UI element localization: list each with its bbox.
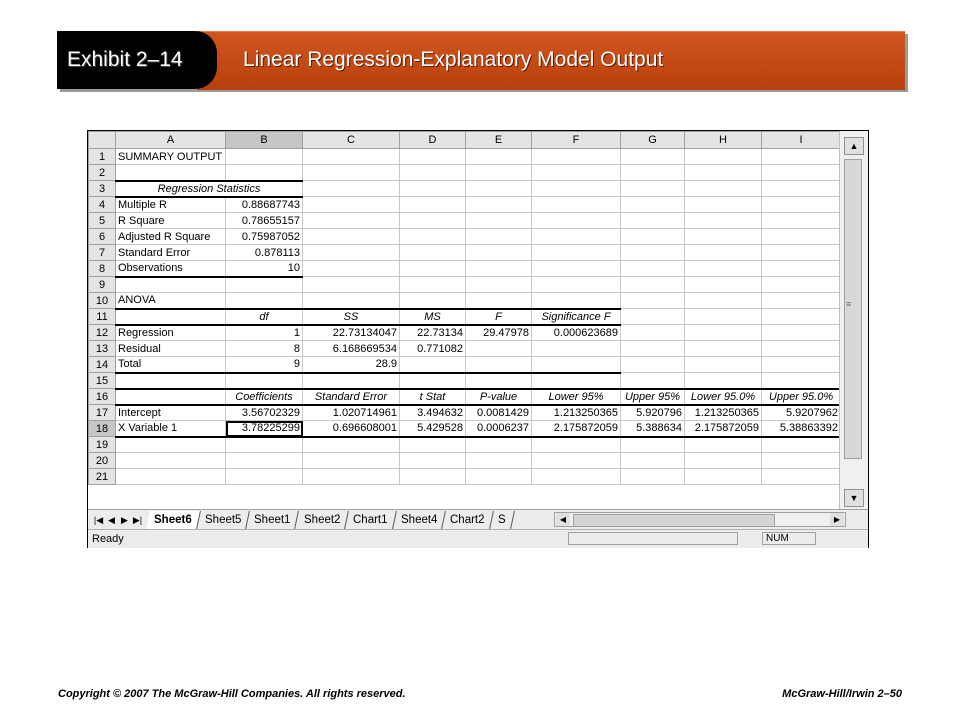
sheet-row — [89, 469, 841, 485]
sheet-row — [89, 341, 841, 357]
cell-g20[interactable] — [621, 453, 685, 469]
scroll-down-icon[interactable]: ▼ — [844, 489, 864, 507]
cell-h4[interactable] — [685, 197, 762, 213]
cell-b20[interactable] — [226, 453, 303, 469]
column-header-f[interactable]: F — [532, 132, 621, 149]
sheet-row — [89, 213, 841, 229]
sheet-row — [89, 453, 841, 469]
cell-i16[interactable]: Upper 95.0% — [762, 389, 841, 405]
cell-e9[interactable] — [466, 277, 532, 293]
cell-e7[interactable] — [466, 245, 532, 261]
tab-navigation — [92, 515, 144, 526]
cell-i20[interactable] — [762, 453, 841, 469]
cell-h3[interactable] — [685, 181, 762, 197]
cell-g1[interactable] — [621, 149, 685, 165]
exhibit-label: Exhibit 2–14 — [57, 31, 217, 89]
copyright-text: Copyright © 2007 The McGraw-Hill Companies. All rights reserved. — [58, 688, 406, 700]
cell-h6[interactable] — [685, 229, 762, 245]
sheet-row — [89, 165, 841, 181]
row-header[interactable]: 13 — [89, 341, 116, 357]
cell-e15[interactable] — [466, 373, 532, 389]
cell-c21[interactable] — [303, 469, 400, 485]
cell-a4[interactable]: Multiple R — [116, 197, 226, 213]
select-all-corner[interactable] — [89, 132, 116, 149]
cell-c10[interactable] — [303, 293, 400, 309]
row-header[interactable]: 5 — [89, 213, 116, 229]
row-header[interactable]: 4 — [89, 197, 116, 213]
spreadsheet-window — [87, 130, 869, 548]
cell-g5[interactable] — [621, 213, 685, 229]
cell-f18[interactable]: 2.175872059 — [532, 421, 621, 437]
cell-h5[interactable] — [685, 213, 762, 229]
tab-chart1[interactable] — [345, 511, 396, 529]
cell-d18[interactable]: 5.429528 — [400, 421, 466, 437]
cell-c6[interactable] — [303, 229, 400, 245]
cell-h2[interactable] — [685, 165, 762, 181]
sheet-tabs — [148, 511, 512, 529]
cell-c9[interactable] — [303, 277, 400, 293]
cell-h7[interactable] — [685, 245, 762, 261]
cell-c8[interactable] — [303, 261, 400, 277]
row-header[interactable]: 14 — [89, 357, 116, 373]
cell-f21[interactable] — [532, 469, 621, 485]
row-header[interactable]: 9 — [89, 277, 116, 293]
cell-a11[interactable] — [116, 309, 226, 325]
cell-f17[interactable]: 1.213250365 — [532, 405, 621, 421]
cell-e2[interactable] — [466, 165, 532, 181]
cell-d8[interactable] — [400, 261, 466, 277]
cell-e3[interactable] — [466, 181, 532, 197]
cell-a1[interactable]: SUMMARY OUTPUT — [116, 149, 226, 165]
sheet-row — [89, 405, 841, 421]
cell-e14[interactable] — [466, 357, 532, 373]
cell-a10[interactable]: ANOVA — [116, 293, 226, 309]
cell-f16[interactable]: Lower 95% — [532, 389, 621, 405]
cell-a12[interactable]: Regression — [116, 325, 226, 341]
cell-g18[interactable]: 5.388634 — [621, 421, 685, 437]
cell-g16[interactable]: Upper 95% — [621, 389, 685, 405]
cell-a2[interactable] — [116, 165, 226, 181]
column-header-c[interactable]: C — [303, 132, 400, 149]
sheet-row — [89, 421, 841, 437]
cell-c4[interactable] — [303, 197, 400, 213]
cell-d4[interactable] — [400, 197, 466, 213]
cell-h12[interactable] — [685, 325, 762, 341]
cell-a6[interactable]: Adjusted R Square — [116, 229, 226, 245]
sheet-row — [89, 149, 841, 165]
cell-e17[interactable]: 0.0081429 — [466, 405, 532, 421]
tab-sheet5[interactable] — [197, 511, 250, 529]
cell-f11[interactable]: Significance F — [532, 309, 621, 325]
cell-g3[interactable] — [621, 181, 685, 197]
cell-a9[interactable] — [116, 277, 226, 293]
cell-h9[interactable] — [685, 277, 762, 293]
cell-i6[interactable] — [762, 229, 841, 245]
cell-a19[interactable] — [116, 437, 226, 453]
cell-b10[interactable] — [226, 293, 303, 309]
cell-b14[interactable]: 9 — [226, 357, 303, 373]
cell-h17[interactable]: 1.213250365 — [685, 405, 762, 421]
sheet-tab-bar — [88, 509, 868, 530]
sheet-row — [89, 389, 841, 405]
cell-a15[interactable] — [116, 373, 226, 389]
cell-i18[interactable]: 5.38863392 — [762, 421, 841, 437]
cell-a5[interactable]: R Square — [116, 213, 226, 229]
last-tab-icon[interactable]: ▶| — [132, 514, 143, 525]
cell-b16[interactable]: Coefficients — [226, 389, 303, 405]
sheet-row — [89, 293, 841, 309]
cell-d13[interactable]: 0.771082 — [400, 341, 466, 357]
cell-f3[interactable] — [532, 181, 621, 197]
cell-c18[interactable]: 0.696608001 — [303, 421, 400, 437]
row-header[interactable]: 2 — [89, 165, 116, 181]
cell-f5[interactable] — [532, 213, 621, 229]
cell-g10[interactable] — [621, 293, 685, 309]
cell-g8[interactable] — [621, 261, 685, 277]
row-header[interactable]: 15 — [89, 373, 116, 389]
cell-b8[interactable]: 10 — [226, 261, 303, 277]
cell-e6[interactable] — [466, 229, 532, 245]
cell-g4[interactable] — [621, 197, 685, 213]
tab-label: Sheet5 — [204, 514, 242, 526]
cell-g19[interactable] — [621, 437, 685, 453]
sheet-row — [89, 261, 841, 277]
cell-a14[interactable]: Total — [116, 357, 226, 373]
cell-c5[interactable] — [303, 213, 400, 229]
cell-f14[interactable] — [532, 357, 621, 373]
column-header-e[interactable]: E — [466, 132, 532, 149]
cell-i15[interactable] — [762, 373, 841, 389]
cell-b4[interactable]: 0.88687743 — [226, 197, 303, 213]
sheet-row — [89, 357, 841, 373]
cell-i14[interactable] — [762, 357, 841, 373]
cell-f2[interactable] — [532, 165, 621, 181]
row-header[interactable]: 6 — [89, 229, 116, 245]
cell-b13[interactable]: 8 — [226, 341, 303, 357]
sheet-row — [89, 197, 841, 213]
exhibit-banner — [57, 31, 905, 89]
cell-f19[interactable] — [532, 437, 621, 453]
cell-g12[interactable] — [621, 325, 685, 341]
cell-c12[interactable]: 22.73134047 — [303, 325, 400, 341]
row-header[interactable]: 18 — [89, 421, 116, 437]
sheet-row — [89, 325, 841, 341]
cell-f7[interactable] — [532, 245, 621, 261]
cell-e16[interactable]: P-value — [466, 389, 532, 405]
cell-i17[interactable]: 5.9207962 — [762, 405, 841, 421]
cell-e21[interactable] — [466, 469, 532, 485]
cell-g9[interactable] — [621, 277, 685, 293]
cell-b7[interactable]: 0.878113 — [226, 245, 303, 261]
sheet-row — [89, 245, 841, 261]
cell-i21[interactable] — [762, 469, 841, 485]
cell-f15[interactable] — [532, 373, 621, 389]
column-header-i[interactable]: I — [762, 132, 841, 149]
cell-a21[interactable] — [116, 469, 226, 485]
cell-h15[interactable] — [685, 373, 762, 389]
sheet-row — [89, 437, 841, 453]
cell-h10[interactable] — [685, 293, 762, 309]
cell-i5[interactable] — [762, 213, 841, 229]
sheet-row — [89, 309, 841, 325]
tab-sheet4[interactable] — [393, 511, 446, 529]
cell-d15[interactable] — [400, 373, 466, 389]
cell-f6[interactable] — [532, 229, 621, 245]
cell-g6[interactable] — [621, 229, 685, 245]
horizontal-scrollbar[interactable] — [554, 512, 846, 527]
cell-b18[interactable]: 3.78225299 — [226, 421, 303, 437]
tab-label: Sheet2 — [303, 514, 341, 526]
cell-e1[interactable] — [466, 149, 532, 165]
cell-g14[interactable] — [621, 357, 685, 373]
row-header[interactable]: 7 — [89, 245, 116, 261]
cell-f12[interactable]: 0.000623689 — [532, 325, 621, 341]
cell-h20[interactable] — [685, 453, 762, 469]
tab-label: Chart1 — [353, 514, 388, 526]
cell-i1[interactable] — [762, 149, 841, 165]
cell-f1[interactable] — [532, 149, 621, 165]
cell-i7[interactable] — [762, 245, 841, 261]
cell-a20[interactable] — [116, 453, 226, 469]
cell-b6[interactable]: 0.75987052 — [226, 229, 303, 245]
cell-c1[interactable] — [303, 149, 400, 165]
row-header[interactable]: 11 — [89, 309, 116, 325]
next-tab-icon[interactable]: ▶ — [121, 514, 128, 525]
cell-a3[interactable]: Regression Statistics — [116, 181, 303, 197]
cell-c17[interactable]: 1.020714961 — [303, 405, 400, 421]
cell-i19[interactable] — [762, 437, 841, 453]
cell-d1[interactable] — [400, 149, 466, 165]
cell-e19[interactable] — [466, 437, 532, 453]
cell-b12[interactable]: 1 — [226, 325, 303, 341]
vertical-scrollbar[interactable] — [839, 131, 868, 509]
row-header[interactable]: 3 — [89, 181, 116, 197]
cell-f20[interactable] — [532, 453, 621, 469]
cell-g17[interactable]: 5.920796 — [621, 405, 685, 421]
row-header[interactable]: 12 — [89, 325, 116, 341]
cell-a16[interactable] — [116, 389, 226, 405]
row-header[interactable]: 10 — [89, 293, 116, 309]
column-header-d[interactable]: D — [400, 132, 466, 149]
h-scroll-thumb[interactable] — [573, 514, 775, 527]
cell-c2[interactable] — [303, 165, 400, 181]
cell-i8[interactable] — [762, 261, 841, 277]
cell-i13[interactable] — [762, 341, 841, 357]
cell-d7[interactable] — [400, 245, 466, 261]
cell-b9[interactable] — [226, 277, 303, 293]
cell-d6[interactable] — [400, 229, 466, 245]
cell-g13[interactable] — [621, 341, 685, 357]
cell-b2[interactable] — [226, 165, 303, 181]
cell-a18[interactable]: X Variable 1 — [116, 421, 226, 437]
cell-e12[interactable]: 29.47978 — [466, 325, 532, 341]
row-header[interactable]: 1 — [89, 149, 116, 165]
cell-d9[interactable] — [400, 277, 466, 293]
cell-a13[interactable]: Residual — [116, 341, 226, 357]
cell-a7[interactable]: Standard Error — [116, 245, 226, 261]
cell-d12[interactable]: 22.73134 — [400, 325, 466, 341]
cell-g15[interactable] — [621, 373, 685, 389]
cell-f4[interactable] — [532, 197, 621, 213]
cell-b21[interactable] — [226, 469, 303, 485]
cell-e8[interactable] — [466, 261, 532, 277]
cell-g11[interactable] — [621, 309, 685, 325]
worksheet-grid — [88, 131, 841, 485]
cell-b1[interactable] — [226, 149, 303, 165]
cell-d17[interactable]: 3.494632 — [400, 405, 466, 421]
status-panel — [568, 532, 738, 545]
cell-b5[interactable]: 0.78655157 — [226, 213, 303, 229]
tab-label: Sheet1 — [254, 514, 291, 526]
sheet-row — [89, 229, 841, 245]
cell-f10[interactable] — [532, 293, 621, 309]
tab-label: S — [497, 514, 506, 526]
grip-icon: ≡ — [846, 299, 852, 309]
cell-d20[interactable] — [400, 453, 466, 469]
cell-c16[interactable]: Standard Error — [303, 389, 400, 405]
cell-h19[interactable] — [685, 437, 762, 453]
tab-label: Chart2 — [450, 514, 485, 526]
sheet-row — [89, 373, 841, 389]
column-header-b[interactable]: B — [226, 132, 303, 149]
tab-chart2[interactable] — [442, 511, 493, 529]
cell-i12[interactable] — [762, 325, 841, 341]
slide-title: Linear Regression-Explanatory Model Output — [243, 48, 664, 71]
row-header[interactable]: 20 — [89, 453, 116, 469]
row-header[interactable]: 17 — [89, 405, 116, 421]
cell-a17[interactable]: Intercept — [116, 405, 226, 421]
cell-b11[interactable]: df — [226, 309, 303, 325]
status-bar — [88, 529, 868, 548]
cell-f9[interactable] — [532, 277, 621, 293]
cell-h13[interactable] — [685, 341, 762, 357]
tab-label: Sheet6 — [154, 514, 192, 526]
cell-c7[interactable] — [303, 245, 400, 261]
cell-d5[interactable] — [400, 213, 466, 229]
scroll-thumb[interactable] — [844, 159, 862, 459]
cell-e18[interactable]: 0.0006237 — [466, 421, 532, 437]
cell-h1[interactable] — [685, 149, 762, 165]
cell-e10[interactable] — [466, 293, 532, 309]
cell-c13[interactable]: 6.168669534 — [303, 341, 400, 357]
cell-c19[interactable] — [303, 437, 400, 453]
cell-i4[interactable] — [762, 197, 841, 213]
scroll-left-icon[interactable]: ◀ — [556, 513, 570, 526]
cell-i10[interactable] — [762, 293, 841, 309]
cell-f8[interactable] — [532, 261, 621, 277]
cell-g21[interactable] — [621, 469, 685, 485]
cell-c3[interactable] — [303, 181, 400, 197]
cell-e5[interactable] — [466, 213, 532, 229]
cell-i2[interactable] — [762, 165, 841, 181]
cell-e13[interactable] — [466, 341, 532, 357]
cell-c20[interactable] — [303, 453, 400, 469]
cell-c11[interactable]: SS — [303, 309, 400, 325]
row-header[interactable]: 19 — [89, 437, 116, 453]
sheet-row — [89, 277, 841, 293]
cell-b17[interactable]: 3.56702329 — [226, 405, 303, 421]
tab-sheet6[interactable] — [146, 511, 201, 529]
tab-sheet1[interactable] — [246, 511, 299, 529]
num-lock-indicator: NUM — [766, 533, 789, 544]
cell-e11[interactable]: F — [466, 309, 532, 325]
cell-h8[interactable] — [685, 261, 762, 277]
cell-h14[interactable] — [685, 357, 762, 373]
cell-b19[interactable] — [226, 437, 303, 453]
cell-a8[interactable]: Observations — [116, 261, 226, 277]
column-header-g[interactable]: G — [621, 132, 685, 149]
cell-e20[interactable] — [466, 453, 532, 469]
cell-g7[interactable] — [621, 245, 685, 261]
column-header-h[interactable]: H — [685, 132, 762, 149]
cell-d19[interactable] — [400, 437, 466, 453]
scroll-up-icon[interactable]: ▲ — [844, 137, 864, 155]
column-header-a[interactable]: A — [116, 132, 226, 149]
cell-i11[interactable] — [762, 309, 841, 325]
cell-d16[interactable]: t Stat — [400, 389, 466, 405]
cell-f13[interactable] — [532, 341, 621, 357]
first-tab-icon[interactable]: |◀ — [93, 514, 104, 525]
prev-tab-icon[interactable]: ◀ — [108, 514, 115, 525]
cell-i9[interactable] — [762, 277, 841, 293]
cell-d2[interactable] — [400, 165, 466, 181]
page-number: McGraw-Hill/Irwin 2–50 — [782, 688, 902, 700]
cell-g2[interactable] — [621, 165, 685, 181]
cell-d21[interactable] — [400, 469, 466, 485]
cell-d11[interactable]: MS — [400, 309, 466, 325]
cell-h16[interactable]: Lower 95.0% — [685, 389, 762, 405]
status-text: Ready — [92, 533, 124, 545]
cell-h18[interactable]: 2.175872059 — [685, 421, 762, 437]
tab-sheet2[interactable] — [296, 511, 349, 529]
row-header[interactable]: 8 — [89, 261, 116, 277]
row-header[interactable]: 21 — [89, 469, 116, 485]
cell-c15[interactable] — [303, 373, 400, 389]
cell-c14[interactable]: 28.9 — [303, 357, 400, 373]
tab-s[interactable] — [490, 511, 514, 529]
cell-d3[interactable] — [400, 181, 466, 197]
cell-i3[interactable] — [762, 181, 841, 197]
cell-h11[interactable] — [685, 309, 762, 325]
cell-b15[interactable] — [226, 373, 303, 389]
cell-d10[interactable] — [400, 293, 466, 309]
cell-e4[interactable] — [466, 197, 532, 213]
row-header[interactable]: 16 — [89, 389, 116, 405]
scroll-right-icon[interactable]: ▶ — [830, 513, 844, 526]
cell-d14[interactable] — [400, 357, 466, 373]
sheet-row — [89, 181, 841, 197]
tab-label: Sheet4 — [400, 514, 438, 526]
cell-h21[interactable] — [685, 469, 762, 485]
